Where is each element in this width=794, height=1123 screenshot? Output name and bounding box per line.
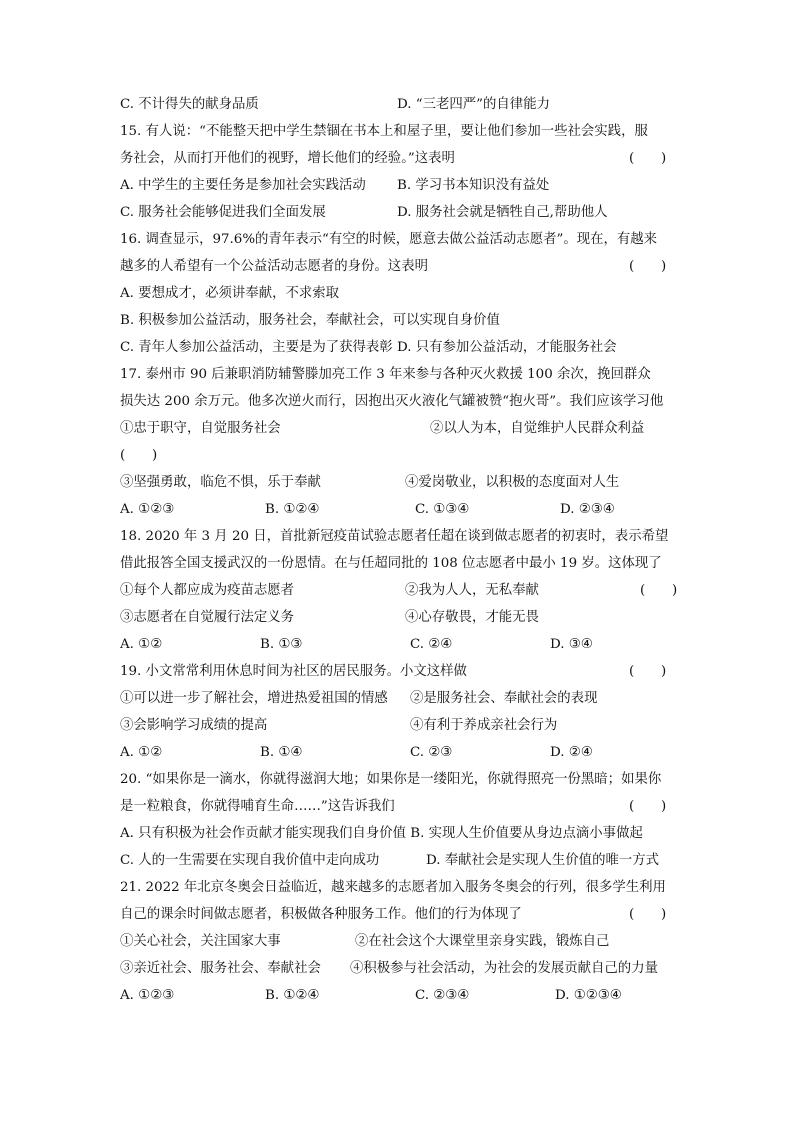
question-17-stem: 17. 泰州市 90 后兼职消防辅警滕加亮工作 3 年来参与各种灭火救援 100 余次，挽回群众: [120, 367, 651, 382]
question-18-stem: 18. 2020 年 3 月 20 日，首批新冠疫苗试验志愿者任超在谈到做志愿者的初衷时，表示希望: [120, 529, 669, 544]
question-20-stem-cont: 是一粒粮食，你就得哺育生命……”这告诉我们 ( ): [120, 799, 667, 814]
question-17-stem-cont: 损失达 200 余万元。他多次逆火而行，因抱出灭火液化气罐被赞“抱火哥”。我们应该学习他: [120, 394, 664, 409]
option-line: A. 只有积极为社会作贡献才能实现我们自身价值 B. 实现人生价值要从身边点滴小事做起: [120, 826, 643, 841]
question-20-stem: 20. “如果你是一滴水，你就得滋润大地；如果你是一缕阳光，你就得照亮一份黑暗；如果你: [120, 772, 662, 787]
question-19-stem: 19. 小文常常利用休息时间为社区的居民服务。小文这样做 ( ): [120, 664, 667, 679]
answer-paren: ( ): [120, 448, 158, 463]
question-18-stem-cont: 借此报答全国支援武汉的一份恩情。在与任超同批的 108 位志愿者中最小 19 岁。这体现了: [120, 556, 662, 571]
option-line: A. 要想成才，必须讲奉献，不求索取: [120, 286, 340, 301]
option-line: C. 青年人参加公益活动，主要是为了获得表彰 D. 只有参加公益活动，才能服务社会: [120, 340, 617, 355]
question-21-stem: 21. 2022 年北京冬奥会日益临近，越来越多的志愿者加入服务冬奥会的行列，很多学生利用: [120, 880, 666, 895]
question-21-stem-cont: 自己的课余时间做志愿者，积极做各种服务工作。他们的行为体现了 ( ): [120, 907, 667, 922]
question-16-stem-cont: 越多的人希望有一个公益活动志愿者的身份。这表明 ( ): [120, 259, 667, 274]
option-line: B. 积极参加公益活动，服务社会，奉献社会，可以实现自身价值: [120, 313, 500, 328]
question-15-stem: 15. 有人说：“不能整天把中学生禁锢在书本上和屋子里，要让他们参加一些社会实践，服: [120, 124, 648, 139]
question-15-stem-cont: 务社会，从而打开他们的视野，增长他们的经验。”这表明 ( ): [120, 151, 667, 166]
question-16-stem: 16. 调查显示，97.6%的青年表示“有空的时候，愿意去做公益活动志愿者”。现在，有越来: [120, 232, 658, 247]
